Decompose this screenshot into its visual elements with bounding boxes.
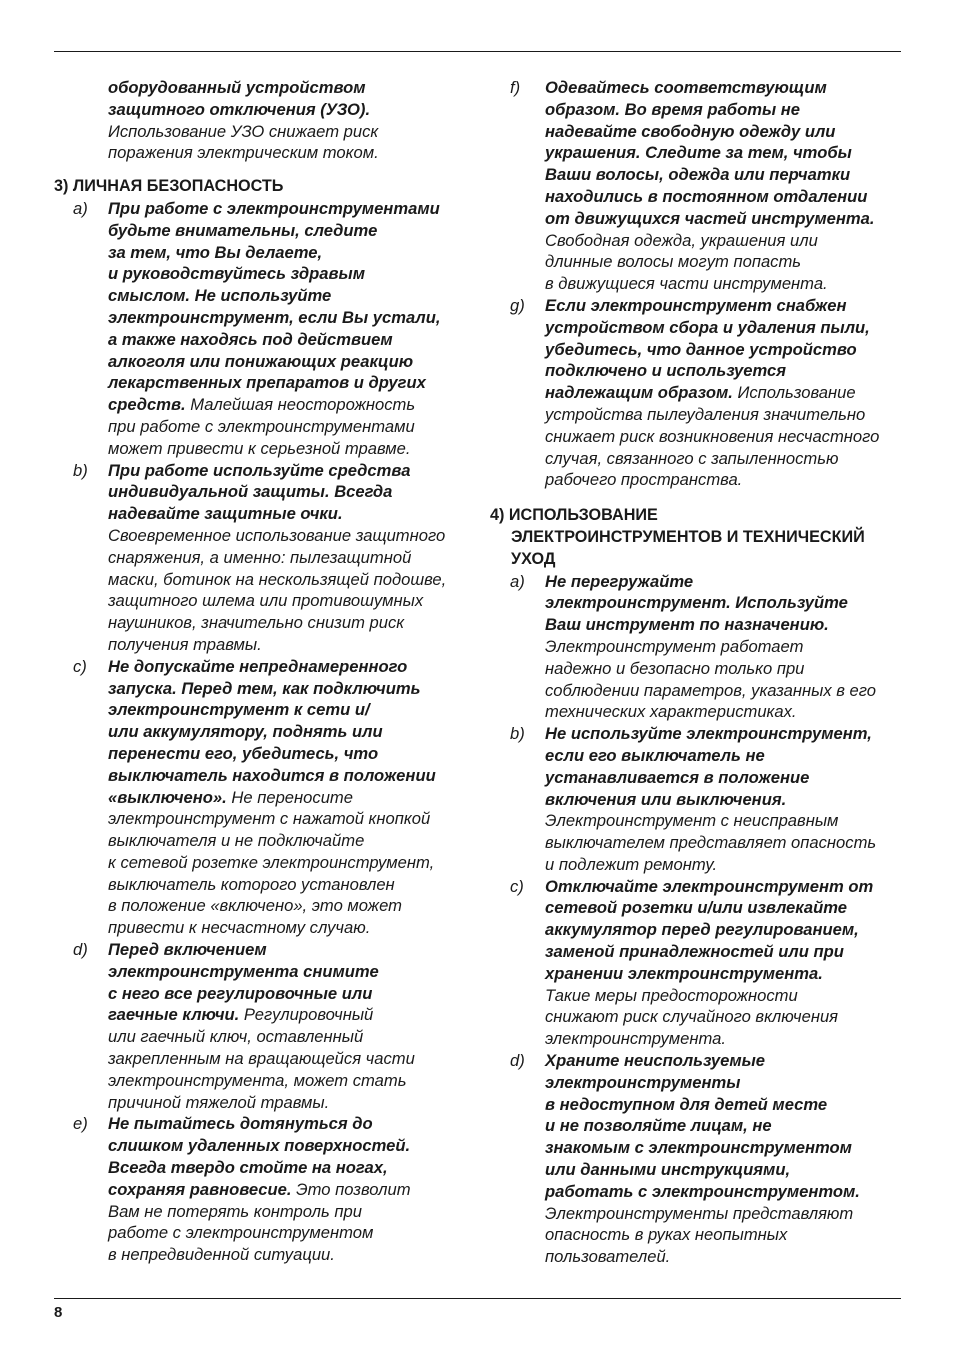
list-item bbox=[490, 77, 904, 295]
list-item bbox=[54, 198, 474, 460]
item-bold-text: Не используйте электроинструмент, если его выключатель не устанавливается в положение включения или выключения. bbox=[545, 724, 872, 809]
item-bold-text: Не пытайтесь дотянуться до слишком удаленных поверхностей. Всегда твердо стойте на ногах, сохраняя равновесие. bbox=[108, 1114, 411, 1199]
bottom-rule bbox=[54, 1298, 901, 1299]
left-column bbox=[54, 77, 474, 1266]
section-heading-tool-use: 4) ИСПОЛЬЗОВАНИЕ ЭЛЕКТРОИНСТРУМЕНТОВ И ТЕХНИЧЕСКИЙ УХОД bbox=[490, 506, 865, 568]
item-bold-text: При работе с электроинструментами будьте внимательны, следите за тем, что Вы делаете, и руководствуйтесь здравым смыслом. Не используйте электроинструмент, если Вы устали, а также находясь под действием алкоголя или понижающих реакцию лекарственных препаратов и других средств. bbox=[108, 198, 441, 415]
item-normal-text: Электроинструмент работает надежно и безопасно только при соблюдении параметров, указанных в его технических характеристиках. bbox=[545, 636, 876, 722]
intro-paragraph bbox=[54, 77, 474, 164]
item-letter: f) bbox=[510, 78, 521, 97]
item-bold-text: При работе используйте средства индивидуальной защиты. Всегда надевайте защитные очки. bbox=[108, 460, 411, 524]
item-normal-text: Свободная одежда, украшения или длинные волосы могут попасть в движущиеся части инструмента. bbox=[545, 230, 828, 294]
item-normal-text: Электроинструмент с неисправным выключателем представляет опасность и подлежит ремонту. bbox=[545, 811, 877, 874]
list-item bbox=[490, 1050, 904, 1268]
list-item bbox=[490, 571, 904, 724]
item-normal-text: Такие меры предосторожности снижают риск случайного включения электроинструмента. bbox=[545, 985, 839, 1049]
item-bold-text: Храните неиспользуемые электроинструменты в недоступном для детей месте и не позволяйте лицам, не знакомым с электроинструментом или данными инструкциями, работать с электроинструментом. bbox=[545, 1051, 860, 1201]
item-letter: b) bbox=[510, 724, 525, 744]
item-letter: b) bbox=[73, 460, 88, 480]
item-letter: c) bbox=[73, 656, 87, 676]
list-item bbox=[54, 656, 474, 939]
section-heading-personal-safety: 3) ЛИЧНАЯ БЕЗОПАСНОСТЬ bbox=[54, 177, 284, 196]
item-bold-text: Если электроинструмент снабжен устройством сбора и удаления пыли, убедитесь, что данное устройство подключено и используется надлежащим образом. bbox=[545, 295, 870, 403]
item-letter: c) bbox=[510, 876, 524, 896]
page-number: 8 bbox=[54, 1304, 63, 1321]
item-bold-text: Одевайтесь соответствующим образом. Во время работы не надевайте свободную одежду или украшения. Следите за тем, чтобы Ваши волосы, одежда или перчатки находились в постоянном отдалении от движущихся частей инструмента. bbox=[545, 78, 875, 228]
item-bold-text: Перед включением электроинструмента снимите с него все регулировочные или гаечные ключи. bbox=[108, 940, 379, 1025]
right-column bbox=[490, 77, 904, 1268]
item-letter: g) bbox=[510, 295, 525, 315]
item-normal-text: Электроинструменты представляют опасность в руках неопытных пользователей. bbox=[545, 1203, 854, 1267]
list-item bbox=[490, 295, 904, 491]
top-rule bbox=[54, 51, 901, 52]
item-letter: e) bbox=[73, 1114, 88, 1134]
item-normal-text: Регулировочный или гаечный ключ, оставленный закрепленным на вращающейся части электроинструмента, может стать причиной тяжелой травмы. bbox=[108, 1005, 415, 1112]
intro-bold-text: оборудованный устройством защитного отключения (УЗО). bbox=[108, 78, 371, 119]
item-letter: a) bbox=[510, 571, 525, 591]
intro-normal-text: Использование УЗО снижает риск поражения электрическим током. bbox=[108, 121, 379, 163]
item-bold-text: Не допускайте непреднамеренного запуска. Перед тем, как подключить электроинструмент к сети и/ или аккумулятору, поднять или перенести его, убедитесь, что выключатель находится в положении «выключено». bbox=[108, 656, 436, 807]
item-bold-text: Не перегружайте электроинструмент. Используйте Ваш инструмент по назначению. bbox=[545, 571, 848, 635]
list-item bbox=[490, 723, 904, 876]
item-letter: d) bbox=[510, 1051, 525, 1071]
list-item bbox=[54, 460, 474, 656]
item-letter: d) bbox=[73, 940, 88, 960]
list-item bbox=[54, 939, 474, 1113]
item-normal-text: Не переносите электроинструмент с нажатой кнопкой выключателя и не подключайте к сетевой розетке электроинструмент, выключатель которого установлен в положение «включено», это может привести к несчастному случаю. bbox=[108, 787, 435, 938]
item-normal-text: Малейшая неосторожность при работе с электроинструментами может привести к серьезной травме. bbox=[108, 395, 416, 458]
item-bold-text: Отключайте электроинструмент от сетевой розетки и/или извлекайте аккумулятор перед регулированием, заменой принадлежностей или при хранении электроинструмента. bbox=[545, 876, 874, 983]
item-letter: a) bbox=[73, 198, 88, 218]
list-item bbox=[54, 1113, 474, 1266]
item-normal-text: Это позволит Вам не потерять контроль при работе с электроинструментом в непредвиденной ситуации. bbox=[108, 1179, 411, 1265]
item-normal-text: Использование устройства пылеудаления значительно снижает риск возникновения несчастного случая, связанного с запыленностью рабочего пространства. bbox=[545, 383, 880, 490]
item-normal-text: Своевременное использование защитного снаряжения, а именно: пылезащитной маски, ботинок на нескользящей подошве, защитного шлема или противошумных наушников, значительно снизит риск получения травмы. bbox=[108, 525, 447, 654]
list-item bbox=[490, 876, 904, 1050]
